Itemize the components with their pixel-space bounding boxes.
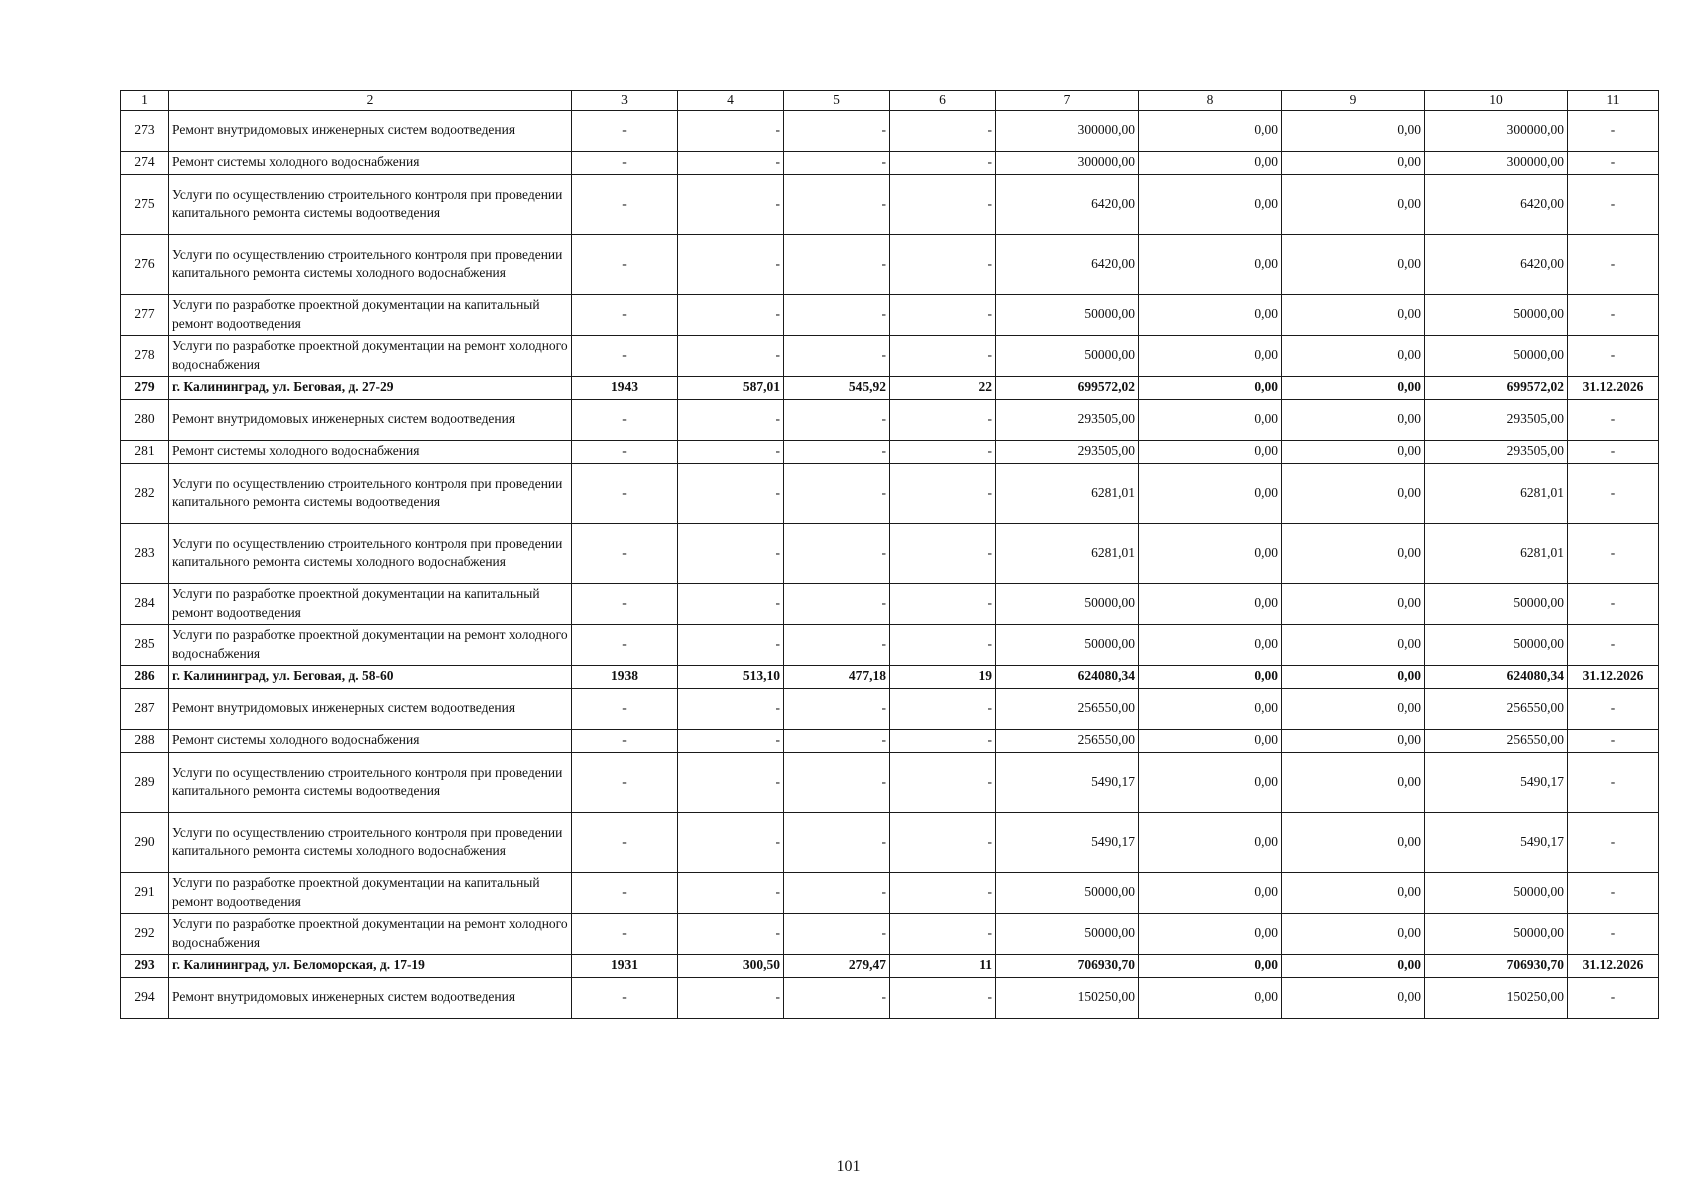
col-7-cell: 293505,00 — [996, 399, 1139, 440]
table-row — [121, 583, 1659, 624]
row-number: 290 — [121, 812, 169, 872]
col-8-cell: 0,00 — [1139, 665, 1282, 688]
col-header-9: 9 — [1282, 91, 1425, 111]
col-5-cell: - — [784, 688, 890, 729]
col-3-cell: - — [572, 523, 678, 583]
col-6-cell: - — [890, 583, 996, 624]
col-8-cell: 0,00 — [1139, 729, 1282, 752]
row-description: Услуги по разработке проектной документации на капитальный ремонт водоотведения — [169, 872, 572, 913]
col-8-cell: 0,00 — [1139, 523, 1282, 583]
col-10-cell: 6420,00 — [1425, 234, 1568, 294]
col-9-cell: 0,00 — [1282, 174, 1425, 234]
col-3-cell: - — [572, 294, 678, 335]
table-row — [121, 913, 1659, 954]
row-description: Ремонт системы холодного водоснабжения — [169, 440, 572, 463]
col-7-cell: 50000,00 — [996, 294, 1139, 335]
col-7-cell: 50000,00 — [996, 583, 1139, 624]
row-number: 274 — [121, 151, 169, 174]
col-6-cell: - — [890, 174, 996, 234]
col-4-cell: - — [678, 913, 784, 954]
register-sheet — [120, 90, 1658, 1019]
row-number: 281 — [121, 440, 169, 463]
col-3-cell: 1943 — [572, 376, 678, 399]
col-5-cell: 279,47 — [784, 954, 890, 977]
col-3-cell: 1931 — [572, 954, 678, 977]
col-4-cell: - — [678, 440, 784, 463]
row-description: Ремонт внутридомовых инженерных систем водоотведения — [169, 977, 572, 1018]
row-description: Услуги по разработке проектной документации на ремонт холодного водоснабжения — [169, 335, 572, 376]
col-11-cell: - — [1568, 752, 1659, 812]
table-row — [121, 151, 1659, 174]
col-6-cell: - — [890, 872, 996, 913]
row-number: 287 — [121, 688, 169, 729]
col-5-cell: - — [784, 151, 890, 174]
col-8-cell: 0,00 — [1139, 977, 1282, 1018]
col-4-cell: - — [678, 234, 784, 294]
col-3-cell: - — [572, 752, 678, 812]
row-description: Ремонт внутридомовых инженерных систем водоотведения — [169, 110, 572, 151]
table-row — [121, 872, 1659, 913]
col-header-11: 11 — [1568, 91, 1659, 111]
col-7-cell: 706930,70 — [996, 954, 1139, 977]
col-5-cell: - — [784, 110, 890, 151]
col-10-cell: 50000,00 — [1425, 624, 1568, 665]
col-11-cell: 31.12.2026 — [1568, 376, 1659, 399]
col-11-cell: - — [1568, 872, 1659, 913]
col-11-cell: 31.12.2026 — [1568, 954, 1659, 977]
col-5-cell: - — [784, 583, 890, 624]
col-7-cell: 6281,01 — [996, 523, 1139, 583]
table-body — [121, 110, 1659, 1018]
row-number: 294 — [121, 977, 169, 1018]
col-3-cell: - — [572, 110, 678, 151]
col-3-cell: - — [572, 151, 678, 174]
row-description: Ремонт внутридомовых инженерных систем водоотведения — [169, 688, 572, 729]
col-8-cell: 0,00 — [1139, 688, 1282, 729]
col-3-cell: - — [572, 174, 678, 234]
col-4-cell: - — [678, 729, 784, 752]
col-3-cell: - — [572, 624, 678, 665]
address-row — [121, 665, 1659, 688]
col-8-cell: 0,00 — [1139, 954, 1282, 977]
col-4-cell: - — [678, 174, 784, 234]
col-7-cell: 5490,17 — [996, 812, 1139, 872]
table-row — [121, 624, 1659, 665]
col-9-cell: 0,00 — [1282, 523, 1425, 583]
col-8-cell: 0,00 — [1139, 463, 1282, 523]
col-9-cell: 0,00 — [1282, 463, 1425, 523]
row-number: 278 — [121, 335, 169, 376]
col-6-cell: - — [890, 523, 996, 583]
page-number: 101 — [836, 1158, 861, 1175]
row-number: 275 — [121, 174, 169, 234]
col-10-cell: 6281,01 — [1425, 523, 1568, 583]
col-6-cell: - — [890, 151, 996, 174]
col-10-cell: 293505,00 — [1425, 440, 1568, 463]
col-header-1: 1 — [121, 91, 169, 111]
col-8-cell: 0,00 — [1139, 440, 1282, 463]
col-header-4: 4 — [678, 91, 784, 111]
col-3-cell: - — [572, 977, 678, 1018]
col-3-cell: - — [572, 913, 678, 954]
col-7-cell: 293505,00 — [996, 440, 1139, 463]
col-10-cell: 50000,00 — [1425, 294, 1568, 335]
col-8-cell: 0,00 — [1139, 335, 1282, 376]
col-6-cell: 11 — [890, 954, 996, 977]
col-5-cell: - — [784, 977, 890, 1018]
col-4-cell: 587,01 — [678, 376, 784, 399]
col-4-cell: - — [678, 335, 784, 376]
row-description: Услуги по разработке проектной документации на ремонт холодного водоснабжения — [169, 913, 572, 954]
col-11-cell: - — [1568, 463, 1659, 523]
row-description: Услуги по осуществлению строительного контроля при проведении капитального ремонта системы водоотведения — [169, 174, 572, 234]
col-7-cell: 300000,00 — [996, 110, 1139, 151]
col-11-cell: - — [1568, 812, 1659, 872]
col-10-cell: 300000,00 — [1425, 151, 1568, 174]
col-11-cell: - — [1568, 583, 1659, 624]
col-4-cell: - — [678, 294, 784, 335]
row-number: 288 — [121, 729, 169, 752]
row-description: Услуги по разработке проектной документации на капитальный ремонт водоотведения — [169, 294, 572, 335]
col-11-cell: - — [1568, 174, 1659, 234]
col-9-cell: 0,00 — [1282, 729, 1425, 752]
col-10-cell: 6281,01 — [1425, 463, 1568, 523]
col-9-cell: 0,00 — [1282, 151, 1425, 174]
col-11-cell: 31.12.2026 — [1568, 665, 1659, 688]
col-7-cell: 50000,00 — [996, 872, 1139, 913]
col-11-cell: - — [1568, 440, 1659, 463]
table-row — [121, 234, 1659, 294]
col-3-cell: - — [572, 463, 678, 523]
col-10-cell: 6420,00 — [1425, 174, 1568, 234]
col-7-cell: 624080,34 — [996, 665, 1139, 688]
col-8-cell: 0,00 — [1139, 583, 1282, 624]
table-row — [121, 110, 1659, 151]
table-row — [121, 688, 1659, 729]
row-description: Услуги по разработке проектной документации на капитальный ремонт водоотведения — [169, 583, 572, 624]
col-4-cell: - — [678, 872, 784, 913]
col-7-cell: 50000,00 — [996, 624, 1139, 665]
col-10-cell: 5490,17 — [1425, 752, 1568, 812]
col-10-cell: 50000,00 — [1425, 583, 1568, 624]
col-header-5: 5 — [784, 91, 890, 111]
col-4-cell: 513,10 — [678, 665, 784, 688]
row-number: 279 — [121, 376, 169, 399]
col-7-cell: 6420,00 — [996, 174, 1139, 234]
row-description: г. Калининград, ул. Беговая, д. 58-60 — [169, 665, 572, 688]
row-number: 273 — [121, 110, 169, 151]
row-description: г. Калининград, ул. Беговая, д. 27-29 — [169, 376, 572, 399]
col-11-cell: - — [1568, 294, 1659, 335]
col-4-cell: - — [678, 110, 784, 151]
col-7-cell: 699572,02 — [996, 376, 1139, 399]
col-5-cell: - — [784, 624, 890, 665]
col-header-3: 3 — [572, 91, 678, 111]
works-table — [120, 90, 1659, 1019]
col-6-cell: 19 — [890, 665, 996, 688]
table-row — [121, 752, 1659, 812]
col-9-cell: 0,00 — [1282, 294, 1425, 335]
col-6-cell: - — [890, 335, 996, 376]
row-number: 289 — [121, 752, 169, 812]
col-4-cell: - — [678, 624, 784, 665]
col-10-cell: 150250,00 — [1425, 977, 1568, 1018]
row-number: 282 — [121, 463, 169, 523]
row-description: Услуги по осуществлению строительного контроля при проведении капитального ремонта системы холодного водоснабжения — [169, 523, 572, 583]
col-6-cell: - — [890, 463, 996, 523]
col-8-cell: 0,00 — [1139, 294, 1282, 335]
col-3-cell: - — [572, 234, 678, 294]
col-5-cell: - — [784, 812, 890, 872]
col-8-cell: 0,00 — [1139, 151, 1282, 174]
col-4-cell: 300,50 — [678, 954, 784, 977]
table-row — [121, 294, 1659, 335]
col-4-cell: - — [678, 752, 784, 812]
table-row — [121, 463, 1659, 523]
col-11-cell: - — [1568, 523, 1659, 583]
col-4-cell: - — [678, 977, 784, 1018]
col-11-cell: - — [1568, 688, 1659, 729]
col-7-cell: 6420,00 — [996, 234, 1139, 294]
col-6-cell: - — [890, 688, 996, 729]
col-7-cell: 256550,00 — [996, 688, 1139, 729]
col-header-2: 2 — [169, 91, 572, 111]
col-9-cell: 0,00 — [1282, 335, 1425, 376]
col-11-cell: - — [1568, 624, 1659, 665]
header-row — [121, 91, 1659, 111]
col-9-cell: 0,00 — [1282, 110, 1425, 151]
col-4-cell: - — [678, 151, 784, 174]
col-8-cell: 0,00 — [1139, 174, 1282, 234]
col-10-cell: 300000,00 — [1425, 110, 1568, 151]
row-number: 286 — [121, 665, 169, 688]
col-8-cell: 0,00 — [1139, 399, 1282, 440]
col-11-cell: - — [1568, 234, 1659, 294]
col-10-cell: 256550,00 — [1425, 688, 1568, 729]
col-5-cell: 477,18 — [784, 665, 890, 688]
row-number: 276 — [121, 234, 169, 294]
col-4-cell: - — [678, 688, 784, 729]
col-4-cell: - — [678, 583, 784, 624]
col-7-cell: 5490,17 — [996, 752, 1139, 812]
col-11-cell: - — [1568, 110, 1659, 151]
table-row — [121, 335, 1659, 376]
col-6-cell: - — [890, 729, 996, 752]
col-10-cell: 256550,00 — [1425, 729, 1568, 752]
col-5-cell: - — [784, 440, 890, 463]
col-11-cell: - — [1568, 399, 1659, 440]
col-8-cell: 0,00 — [1139, 234, 1282, 294]
col-7-cell: 150250,00 — [996, 977, 1139, 1018]
col-5-cell: - — [784, 335, 890, 376]
table-row — [121, 812, 1659, 872]
col-9-cell: 0,00 — [1282, 872, 1425, 913]
table-row — [121, 729, 1659, 752]
col-3-cell: - — [572, 583, 678, 624]
col-3-cell: 1938 — [572, 665, 678, 688]
col-3-cell: - — [572, 399, 678, 440]
col-5-cell: - — [784, 294, 890, 335]
row-description: г. Калининград, ул. Беломорская, д. 17-19 — [169, 954, 572, 977]
col-5-cell: - — [784, 872, 890, 913]
col-6-cell: - — [890, 977, 996, 1018]
row-description: Услуги по осуществлению строительного контроля при проведении капитального ремонта системы холодного водоснабжения — [169, 234, 572, 294]
col-5-cell: - — [784, 752, 890, 812]
row-number: 292 — [121, 913, 169, 954]
col-4-cell: - — [678, 463, 784, 523]
col-6-cell: - — [890, 234, 996, 294]
col-9-cell: 0,00 — [1282, 665, 1425, 688]
row-number: 293 — [121, 954, 169, 977]
col-7-cell: 50000,00 — [996, 335, 1139, 376]
col-6-cell: - — [890, 913, 996, 954]
col-5-cell: - — [784, 913, 890, 954]
row-description: Ремонт внутридомовых инженерных систем водоотведения — [169, 399, 572, 440]
col-7-cell: 256550,00 — [996, 729, 1139, 752]
col-3-cell: - — [572, 440, 678, 463]
col-10-cell: 706930,70 — [1425, 954, 1568, 977]
col-6-cell: - — [890, 110, 996, 151]
col-7-cell: 300000,00 — [996, 151, 1139, 174]
col-9-cell: 0,00 — [1282, 812, 1425, 872]
row-number: 277 — [121, 294, 169, 335]
table-row — [121, 399, 1659, 440]
col-6-cell: - — [890, 294, 996, 335]
col-header-6: 6 — [890, 91, 996, 111]
col-10-cell: 293505,00 — [1425, 399, 1568, 440]
col-3-cell: - — [572, 729, 678, 752]
col-9-cell: 0,00 — [1282, 913, 1425, 954]
table-row — [121, 440, 1659, 463]
col-11-cell: - — [1568, 913, 1659, 954]
col-9-cell: 0,00 — [1282, 954, 1425, 977]
row-description: Услуги по осуществлению строительного контроля при проведении капитального ремонта системы водоотведения — [169, 752, 572, 812]
col-9-cell: 0,00 — [1282, 234, 1425, 294]
col-6-cell: 22 — [890, 376, 996, 399]
row-description: Услуги по разработке проектной документации на ремонт холодного водоснабжения — [169, 624, 572, 665]
col-3-cell: - — [572, 688, 678, 729]
address-row — [121, 376, 1659, 399]
col-10-cell: 699572,02 — [1425, 376, 1568, 399]
col-9-cell: 0,00 — [1282, 440, 1425, 463]
row-number: 283 — [121, 523, 169, 583]
col-6-cell: - — [890, 440, 996, 463]
row-number: 284 — [121, 583, 169, 624]
col-9-cell: 0,00 — [1282, 399, 1425, 440]
col-11-cell: - — [1568, 729, 1659, 752]
col-4-cell: - — [678, 523, 784, 583]
col-5-cell: - — [784, 523, 890, 583]
col-8-cell: 0,00 — [1139, 376, 1282, 399]
col-4-cell: - — [678, 812, 784, 872]
col-9-cell: 0,00 — [1282, 583, 1425, 624]
row-number: 291 — [121, 872, 169, 913]
row-number: 280 — [121, 399, 169, 440]
table-row — [121, 174, 1659, 234]
col-4-cell: - — [678, 399, 784, 440]
col-6-cell: - — [890, 812, 996, 872]
col-header-8: 8 — [1139, 91, 1282, 111]
col-6-cell: - — [890, 752, 996, 812]
col-8-cell: 0,00 — [1139, 913, 1282, 954]
col-11-cell: - — [1568, 151, 1659, 174]
col-6-cell: - — [890, 624, 996, 665]
row-number: 285 — [121, 624, 169, 665]
col-5-cell: 545,92 — [784, 376, 890, 399]
col-8-cell: 0,00 — [1139, 624, 1282, 665]
col-header-10: 10 — [1425, 91, 1568, 111]
table-row — [121, 523, 1659, 583]
col-header-7: 7 — [996, 91, 1139, 111]
col-5-cell: - — [784, 729, 890, 752]
col-8-cell: 0,00 — [1139, 812, 1282, 872]
col-6-cell: - — [890, 399, 996, 440]
row-description: Услуги по осуществлению строительного контроля при проведении капитального ремонта системы водоотведения — [169, 463, 572, 523]
col-10-cell: 624080,34 — [1425, 665, 1568, 688]
col-9-cell: 0,00 — [1282, 752, 1425, 812]
row-description: Услуги по осуществлению строительного контроля при проведении капитального ремонта системы холодного водоснабжения — [169, 812, 572, 872]
col-5-cell: - — [784, 463, 890, 523]
col-5-cell: - — [784, 174, 890, 234]
col-9-cell: 0,00 — [1282, 376, 1425, 399]
col-5-cell: - — [784, 399, 890, 440]
col-9-cell: 0,00 — [1282, 624, 1425, 665]
col-8-cell: 0,00 — [1139, 110, 1282, 151]
col-11-cell: - — [1568, 977, 1659, 1018]
col-3-cell: - — [572, 812, 678, 872]
address-row — [121, 954, 1659, 977]
col-10-cell: 50000,00 — [1425, 335, 1568, 376]
row-description: Ремонт системы холодного водоснабжения — [169, 151, 572, 174]
col-9-cell: 0,00 — [1282, 977, 1425, 1018]
col-10-cell: 50000,00 — [1425, 913, 1568, 954]
col-3-cell: - — [572, 872, 678, 913]
col-10-cell: 50000,00 — [1425, 872, 1568, 913]
col-8-cell: 0,00 — [1139, 872, 1282, 913]
col-10-cell: 5490,17 — [1425, 812, 1568, 872]
col-11-cell: - — [1568, 335, 1659, 376]
col-7-cell: 50000,00 — [996, 913, 1139, 954]
col-9-cell: 0,00 — [1282, 688, 1425, 729]
table-row — [121, 977, 1659, 1018]
col-5-cell: - — [784, 234, 890, 294]
col-7-cell: 6281,01 — [996, 463, 1139, 523]
col-8-cell: 0,00 — [1139, 752, 1282, 812]
row-description: Ремонт системы холодного водоснабжения — [169, 729, 572, 752]
col-3-cell: - — [572, 335, 678, 376]
